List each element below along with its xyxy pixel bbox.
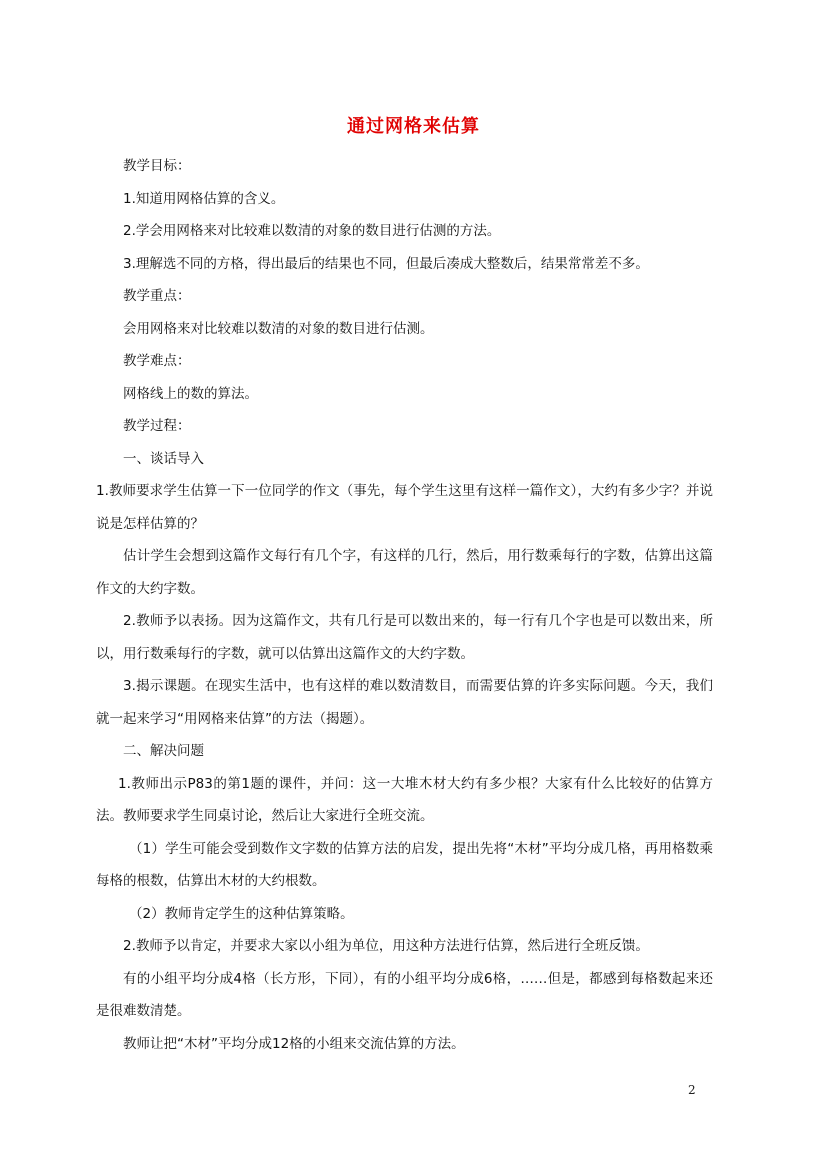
paragraph-key-points: 会用网格来对比较难以数清的对象的数目进行估测。 bbox=[123, 320, 434, 337]
paragraph-step-1-3-text: 3.揭示课题。在现实生活中，也有这样的难以数清数目，而需要估算的许多实际问题。今天，我们就一起来学习“用网格来估算”的方法（揭题）。 bbox=[96, 678, 713, 727]
paragraph-step-2-2-teacher: 教师让把“木材”平均分成12格的小组来交流估算的方法。 bbox=[123, 1035, 465, 1052]
paragraph-step-2-1-a bbox=[96, 833, 713, 898]
paragraph-step-2-1-a-text: （1）学生可能会受到数作文字数的估算方法的启发，提出先将“木材”平均分成几格，再用格数乘每格的根数，估算出木材的大约根数。 bbox=[96, 840, 713, 889]
paragraph-step-2-1 bbox=[96, 768, 713, 833]
paragraph-objective-3: 3.理解选不同的方格，得出最后的结果也不同，但最后凑成大整数后，结果常常差不多。 bbox=[123, 255, 649, 272]
paragraph-step-2-1-text: 1.教师出示P83的第1题的课件，并问：这一大堆木材大约有多少根？大家有什么比较好的估算方法。教师要求学生同桌讨论，然后让大家进行全班交流。 bbox=[96, 775, 713, 824]
paragraph-step-1-2 bbox=[96, 605, 713, 670]
paragraph-section-1-heading: 一、谈话导入 bbox=[123, 450, 204, 467]
paragraph-step-2-1-b bbox=[96, 898, 713, 931]
page-number: 2 bbox=[688, 1083, 696, 1097]
paragraph-objectives-heading: 教学目标： bbox=[123, 158, 191, 174]
paragraph-step-2-2-groups-text: 有的小组平均分成4格（长方形，下同），有的小组平均分成6格，……但是，都感到每格数起来还是很难数清楚。 bbox=[96, 970, 713, 1019]
paragraph-step-1-3 bbox=[96, 670, 713, 735]
paragraph-step-1-1: 1.教师要求学生估算一下一位同学的作文（事先，每个学生这里有这样一篇作文），大约有多少字？并说说是怎样估算的？ bbox=[96, 483, 713, 532]
paragraph-difficulties: 网格线上的数的算法。 bbox=[123, 385, 258, 402]
paragraph-key-points-heading: 教学重点： bbox=[123, 288, 191, 304]
document-body bbox=[96, 150, 713, 1060]
paragraph-step-1-1-estimate bbox=[96, 540, 713, 605]
paragraph-section-2-heading: 二、解决问题 bbox=[123, 743, 204, 759]
paragraph-objective-1: 1.知道用网格估算的含义。 bbox=[123, 190, 285, 207]
paragraph-objective-2: 2.学会用网格来对比较难以数清的对象的数目进行估测的方法。 bbox=[123, 223, 501, 239]
paragraph-process-heading: 教学过程： bbox=[123, 418, 191, 434]
paragraph-step-1-1-estimate-text: 估计学生会想到这篇作文每行有几个字，有这样的几行，然后，用行数乘每行的字数，估算出这篇作文的大约字数。 bbox=[96, 548, 713, 597]
paragraph-difficulties-heading: 教学难点： bbox=[123, 353, 191, 369]
paragraph-step-2-2: 2.教师予以肯定，并要求大家以小组为单位，用这种方法进行估算，然后进行全班反馈。 bbox=[123, 938, 649, 954]
paragraph-step-1-2-text: 2.教师予以表扬。因为这篇作文，共有几行是可以数出来的，每一行有几个字也是可以数出来，所以，用行数乘每行的字数，就可以估算出这篇作文的大约字数。 bbox=[96, 613, 713, 662]
paragraph-step-2-1-b-text: （2）教师肯定学生的这种估算策略。 bbox=[129, 905, 354, 922]
paragraph-step-2-2-groups bbox=[96, 963, 713, 1028]
document-title: 通过网格来估算 bbox=[347, 116, 480, 137]
